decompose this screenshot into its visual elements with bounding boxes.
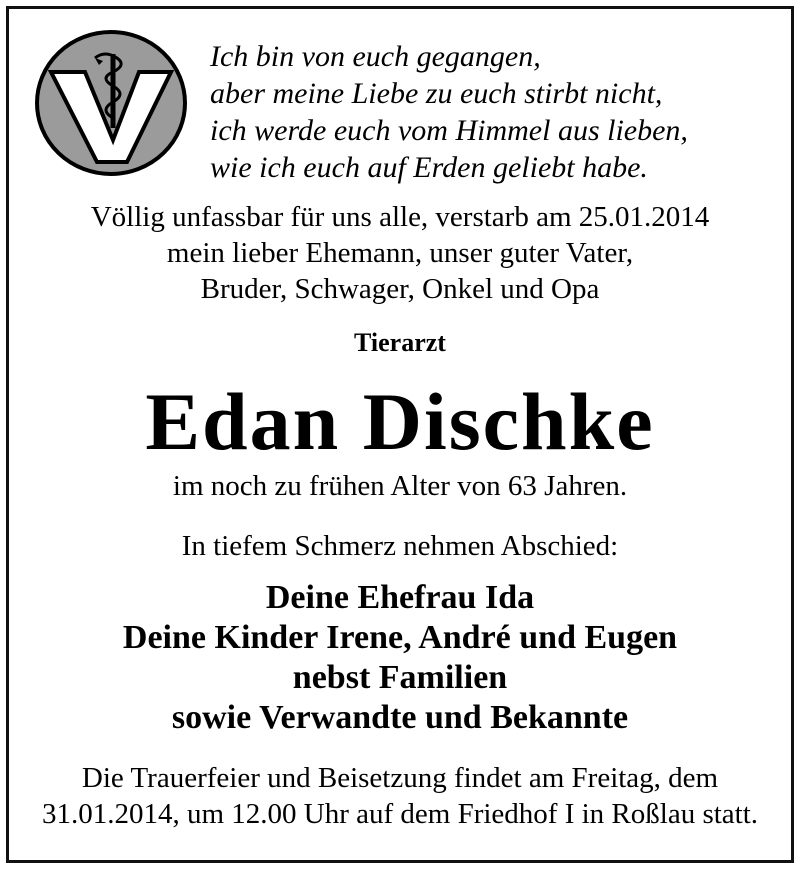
poem xyxy=(210,38,770,186)
announcement-line: Völlig unfassbar für uns alle, verstarb am 25.01.2014 xyxy=(90,201,710,233)
farewell-line: In tiefem Schmerz nehmen Abschied: xyxy=(181,530,619,562)
announcement xyxy=(0,199,800,307)
mourner-line: Deine Ehefrau Ida xyxy=(265,579,535,616)
poem-line: ich werde euch vom Himmel aus lieben, xyxy=(210,114,688,147)
mourners-list xyxy=(0,578,800,738)
mourner-line: Deine Kinder Irene, André und Eugen xyxy=(122,619,678,656)
mourner-line: sowie Verwandte und Bekannte xyxy=(171,699,629,736)
announcement-line: Bruder, Schwager, Onkel und Opa xyxy=(200,273,600,305)
poem-line: wie ich euch auf Erden geliebt habe. xyxy=(210,151,648,184)
notice-line: Die Trauerfeier und Beisetzung findet am Freitag, dem xyxy=(81,762,719,794)
notice-line: 31.01.2014, um 12.00 Uhr auf dem Friedhof I in Roßlau statt. xyxy=(41,798,759,830)
funeral-notice xyxy=(0,760,800,832)
poem-line: Ich bin von euch gegangen, xyxy=(210,40,541,73)
age-line: im noch zu frühen Alter von 63 Jahren. xyxy=(172,470,628,502)
veterinary-emblem xyxy=(33,28,189,178)
announcement-line: mein lieber Ehemann, unser guter Vater, xyxy=(166,237,634,269)
profession-title: Tierarzt xyxy=(354,328,446,357)
poem-line: aber meine Liebe zu euch stirbt nicht, xyxy=(210,77,663,110)
mourner-line: nebst Familien xyxy=(292,659,508,696)
deceased-name: Edan Dischke xyxy=(145,376,655,467)
